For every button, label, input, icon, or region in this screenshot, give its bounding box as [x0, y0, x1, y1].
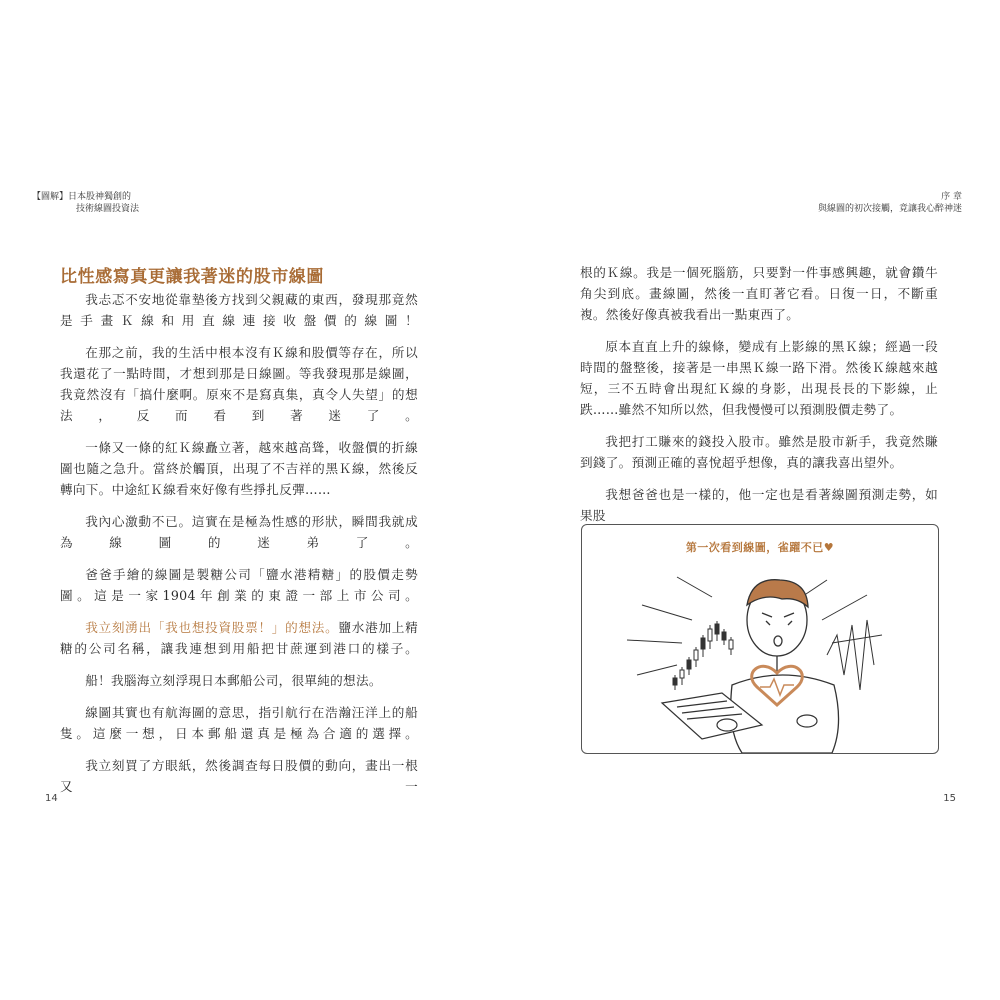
section-title: 比性感寫真更讓我著迷的股市線圖: [60, 267, 324, 287]
illustration-caption: 第一次看到線圖，雀躍不已♥: [685, 541, 835, 554]
paragraph: 爸爸手繪的線圖是製糖公司「鹽水港精糖」的股價走勢圖。這是一家1904年創業的東證一部上市公司。: [60, 567, 418, 603]
candlestick-chart-icon: [673, 621, 733, 690]
paragraph: 線圖其實也有航海圖的意思，指引航行在浩瀚汪洋上的船隻。這麼一想，日本郵船還真是極為合適的選擇。: [60, 705, 418, 741]
chapter-label: 序 章: [941, 192, 962, 202]
paragraph: 我忐忑不安地從靠墊後方找到父親藏的東西，發現那竟然是手畫Ｋ線和用直線連接收盤價的線圖！: [60, 292, 418, 328]
left-page-body: [60, 289, 418, 808]
page-number-left: 14: [45, 793, 58, 804]
book-title-line1: 【圖解】日本股神獨創的: [32, 192, 132, 202]
paragraph: 我內心激動不已。這實在是極為性感的形狀，瞬間我就成為線圖的迷弟了。: [60, 514, 418, 550]
paragraph: 我把打工賺來的錢投入股市。雖然是股市新手，我竟然賺到錢了。預測正確的喜悅超乎想像，真的讓我喜出望外。: [580, 434, 938, 470]
man-reading-chart-illustration: [582, 525, 938, 753]
highlighted-text: 我立刻湧出「我也想投資股票！」的想法。: [85, 620, 339, 635]
right-page-body: [580, 262, 938, 537]
book-title-line2: 技術線圖投資法: [76, 204, 140, 214]
chapter-title: 與線圖的初次接觸，竟讓我心醉神迷: [817, 204, 962, 214]
illustration-box: [581, 524, 939, 754]
page-number-right: 15: [943, 793, 956, 804]
paragraph-rest: 鹽水港加上精糖的公司名稱，讓我連想到用船把甘蔗運到港口的樣子。: [60, 620, 418, 656]
running-header-left: [32, 191, 139, 215]
paragraph: 原本直直上升的線條，變成有上影線的黑Ｋ線；經過一段時間的盤整後，接著是一串黑Ｋ線一路下滑。然後Ｋ線越來越短，三不五時會出現紅Ｋ線的身影，出現長長的下影線，止跌……雖然不知所以然，但我慢慢可以預測股價走勢了。: [580, 339, 938, 417]
paragraph: 我想爸爸也是一樣的，他一定也是看著線圖預測走勢，如果股: [580, 487, 938, 523]
paragraph: 一條又一條的紅Ｋ線矗立著，越來越高聳，收盤價的折線圖也隨之急升。當終於觸頂，出現了不吉祥的黑Ｋ線，然後反轉向下。中途紅Ｋ線看來好像有些掙扎反彈……: [60, 440, 418, 497]
zigzag-line-icon: [827, 620, 874, 690]
paragraph: 根的Ｋ線。我是一個死腦筋，只要對一件事感興趣，就會鑽牛角尖到底。畫線圖，然後一直盯著它看。日復一日，不斷重複。然後好像真被我看出一點東西了。: [580, 265, 938, 322]
paragraph: 在那之前，我的生活中根本沒有Ｋ線和股價等存在，所以我還花了一點時間，才想到那是日線圖。等我發現那是線圖，我竟然沒有「搞什麼啊。原來不是寫真集，真令人失望」的想法，反而看到著迷了。: [60, 345, 418, 423]
paragraph: 船！我腦海立刻浮現日本郵船公司，很單純的想法。: [85, 673, 382, 688]
running-header-right: [818, 191, 962, 215]
paragraph-highlighted: [60, 617, 418, 659]
paragraph: 我立刻買了方眼紙，然後調查每日股價的動向，畫出一根又一: [60, 758, 418, 794]
